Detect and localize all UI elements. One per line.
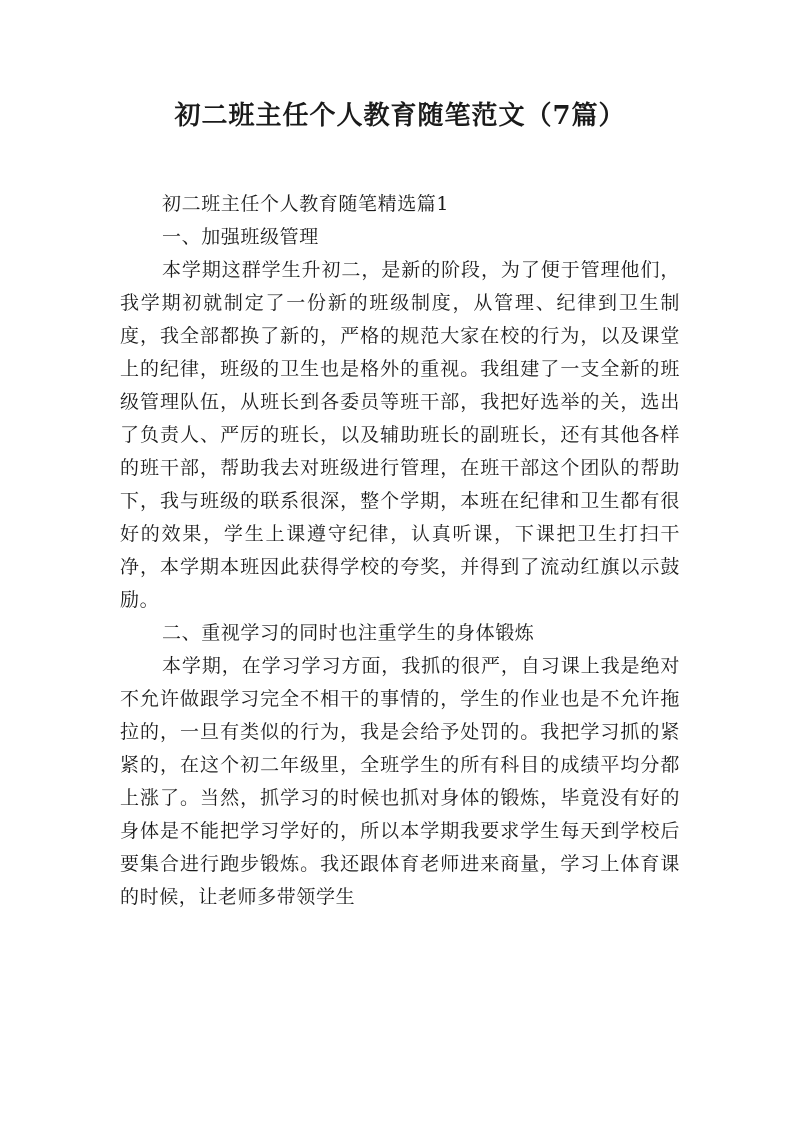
paragraph-class-management: 本学期这群学生升初二，是新的阶段，为了便于管理他们，我学期初就制定了一份新的班级制度，从管理、纪律到卫生制度，我全部都换了新的，严格的规范大家在校的行为，以及课堂上的纪律，班级的卫生也是格外的重视。我组建了一支全新的班级管理队伍，从班长到各委员等班干部，我把好选举的关，选出了负责人、严厉的班长，以及辅助班长的副班长，还有其他各样的班干部，帮助我去对班级进行管理，在班干部这个团队的帮助下，我与班级的联系很深，整个学期，本班在纪律和卫生都有很好的效果，学生上课遵守纪律，认真听课，下课把卫生打扫干净，本学期本班因此获得学校的夸奖，并得到了流动红旗以示鼓励。 bbox=[120, 259, 680, 611]
paragraph-study-and-exercise: 本学期，在学习学习方面，我抓的很严，自习课上我是绝对不允许做跟学习完全不相干的事情的，学生的作业也是不允许拖拉的，一旦有类似的行为，我是会给予处罚的。我把学习抓的紧紧的，在这个初二年级里，全班学生的所有科目的成绩平均分都上涨了。当然，抓学习的时候也抓对身体的锻炼，毕竟没有好的身体是不能把学习学好的，所以本学期我要求学生每天到学校后要集合进行跑步锻炼。我还跟体育老师进来商量，学习上体育课的时候，让老师多带领学生 bbox=[120, 655, 680, 908]
section-title: 初二班主任个人教育随笔精选篇1 bbox=[162, 193, 450, 215]
heading-study-and-exercise: 二、重视学习的同时也注重学生的身体锻炼 bbox=[162, 622, 535, 644]
document-body bbox=[120, 188, 680, 914]
heading-class-management: 一、加强班级管理 bbox=[162, 226, 319, 248]
document-title: 初二班主任个人教育随笔范文（7篇） bbox=[174, 101, 626, 131]
